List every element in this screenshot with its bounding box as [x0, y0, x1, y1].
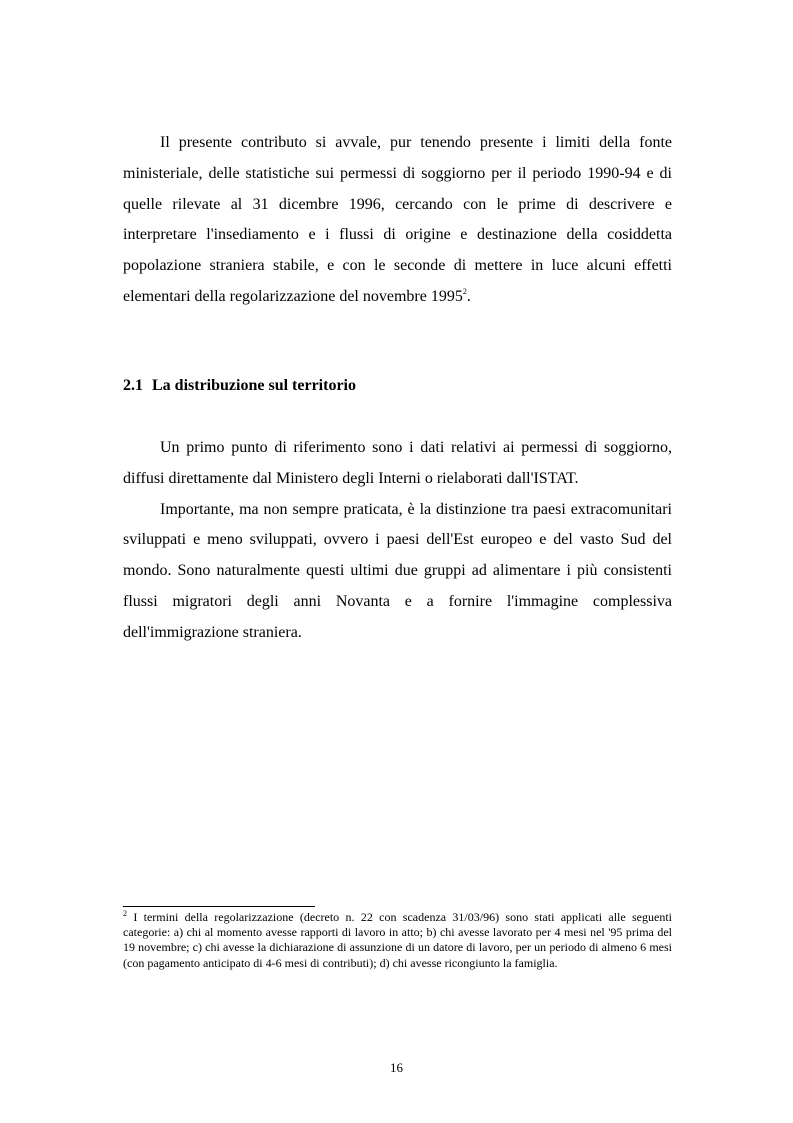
- intro-end: .: [466, 287, 471, 305]
- footnote-separator: [123, 906, 315, 907]
- page-number: 16: [390, 1060, 403, 1075]
- footnote: [123, 910, 672, 971]
- section-title: La distribuzione sul territorio: [152, 377, 356, 394]
- body-paragraph-2: Importante, ma non sempre praticata, è la distinzione tra paesi extracomunitari sviluppati e meno sviluppati, ovvero i paesi dell'Est europeo e del vasto Sud del mondo. Sono naturalmente questi ultimi due gruppi ad alimentare i più consistenti flussi migratori degli anni Novanta e a fornire l'immagine complessiva dell'immigrazione straniera.: [123, 500, 672, 641]
- intro-section: [123, 128, 672, 313]
- footnote-marker: 2: [123, 909, 127, 918]
- footnote-text: I termini della regolarizzazione (decreto n. 22 con scadenza 31/03/96) sono stati applicati alle seguenti categorie: a) chi al momento avesse rapporti di lavoro in atto; b) chi avesse lavorato per 4 mesi nel '95 prima del 19 novembre; c) chi avesse la dichiarazione di assunzione di un datore di lavoro, per un periodo di almeno 6 mesi (con pagamento anticipato di 4-6 mesi di contributi); d) chi avesse ricongiunto la famiglia.: [123, 910, 673, 970]
- section-number: 2.1: [123, 377, 143, 394]
- section-body: [123, 433, 672, 649]
- footnote-reference[interactable]: 2: [462, 286, 467, 296]
- body-paragraph-1: Un primo punto di riferimento sono i dati relativi ai permessi di soggiorno, diffusi direttamente dal Ministero degli Interni o rielaborati dall'ISTAT.: [123, 439, 672, 487]
- intro-text: Il presente contributo si avvale, pur tenendo presente i limiti della fonte ministeriale, delle statistiche sui permessi di soggiorno per il periodo 1990-94 e di quelle rilevate al 31 dicembre 1996, cercando con le prime di descrivere e interpretare l'insediamento e i flussi di origine e destinazione della cosiddetta popolazione straniera stabile, e con le seconde di mettere in luce alcuni effetti elementari della regolarizzazione del novembre 1995: [123, 134, 672, 305]
- section-heading: [123, 376, 356, 396]
- intro-paragraph: [123, 128, 672, 313]
